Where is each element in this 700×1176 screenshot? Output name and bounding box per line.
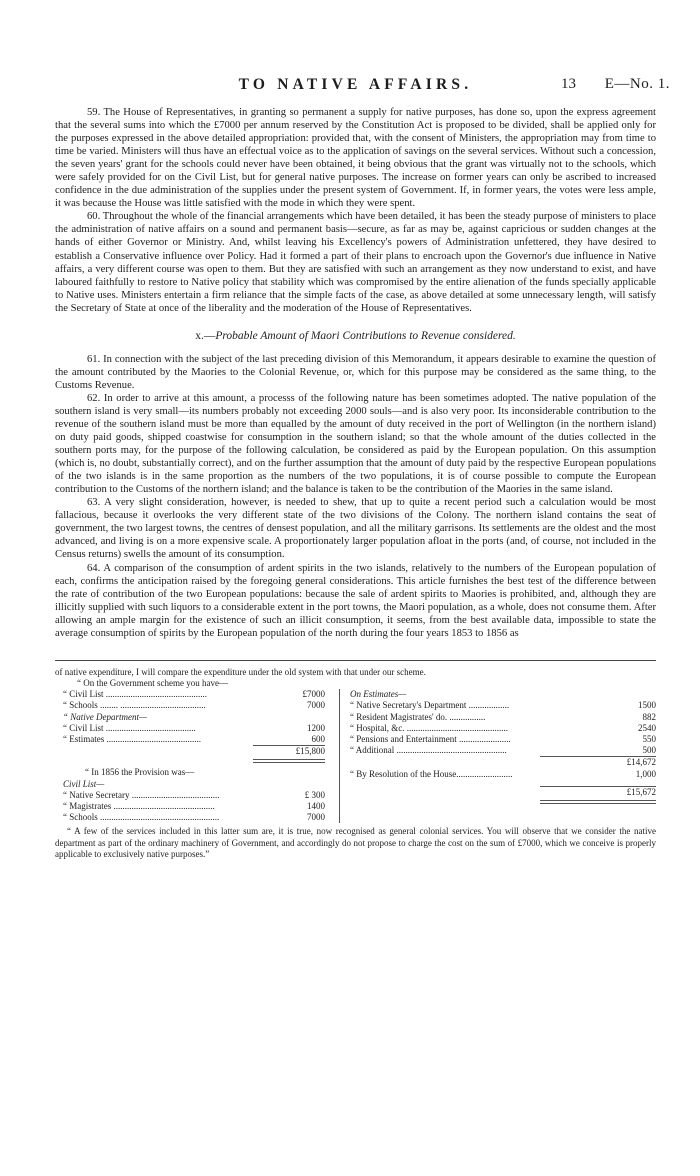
section-title: Probable Amount of Maori Contributions to Revenue considered.	[215, 329, 516, 342]
ledger-label: “ Schools .....................................................	[63, 812, 220, 823]
section-heading	[55, 329, 656, 343]
ledger-row	[63, 734, 325, 745]
ledger-amount: 882	[642, 711, 656, 722]
ledger-amount: 2540	[638, 722, 656, 733]
ledger-row	[350, 769, 656, 780]
ledger-label: “ Magistrates .............................................	[63, 801, 215, 812]
estimates-heading: On Estimates—	[350, 689, 407, 700]
ledger-row	[350, 700, 656, 711]
footnote-intro: of native expenditure, I will compare the expenditure under the old system with that under our scheme.	[55, 666, 426, 677]
ledger-label: “ Schools ........ ......................................	[63, 700, 206, 711]
left-total: £15,800	[253, 745, 325, 757]
ledger-label: “ Estimates ..........................................	[63, 734, 201, 744]
body-text-bottom	[55, 353, 656, 640]
ledger-label: “ Civil List .............................................	[63, 689, 207, 700]
ledger-row	[63, 689, 325, 700]
footnote	[55, 667, 656, 860]
ledger-right-column	[340, 689, 656, 823]
ledger-label: “ Pensions and Entertainment .......................	[350, 734, 511, 744]
ledger-label: “ Native Secretary .......................................	[63, 789, 220, 800]
page-number: 13	[561, 76, 576, 92]
paragraph-64: 64. A comparison of the consumption of ardent spirits in the two islands, relatively to the numbers of the European population of each, confirms the anticipation raised by the foregoing general considerations. This article furnishes the best test of the difference between the rate of contribution of the two European populations: because the sale of ardent spirits to Maories is prohibited, and, although they are illicitly supplied with such liquors to a considerable extent in the port towns, the Maori population, as a whole, does not consume them. After allowing an ample margin for the existence of such an illicit consumption, it seems, from the best available data, impossible to state the average consumption of spirits by the European population of the north during the four years 1853 to 1856 as	[55, 562, 656, 639]
ledger-label: “ Additional .................................................	[350, 745, 507, 756]
paragraph-60: 60. Throughout the whole of the financial arrangements which have been detailed, it has been the steady purpose of ministers to place the administration of native affairs on a sound and permanent basis—secure, as far as may be, against capricious or sudden changes at the hands of either Governor or Ministry. And, whilst leaving his Excellency's powers of Administration unfettered, they have desired to establish a Conservative influence over Policy. Had it formed a part of their plans to encroach upon the Governor's due influence in Native affairs, a very different course was open to them. But they are satisfied with such an arrangement as they now understand to exist, and have laboured faithfully to restore to Native policy that stability which was compromised by the entire alienation of the funds specially applicable to Native uses. Ministers entertain a firm reliance that the simple facts of the case, as above detailed at some unnecessary length, will satisfy the Secretary of State at once of the liberality and the moderation of the House of Representatives.	[55, 211, 656, 314]
ledger-amount: 1500	[638, 700, 656, 711]
ledger-amount: £ 300	[304, 789, 325, 800]
ledger-amount: £7000	[302, 689, 325, 700]
ledger-amount: 7000	[307, 812, 325, 823]
footnote-closing: “ A few of the services included in this latter sum are, it is true, now recognised as general colonial services. You will observe that we consider the native department as part of the ordinary machinery of Government, and accordingly do not propose to charge the cost on the sum of £7000, which we conceive is properly applicable to exclusively native purposes.”	[55, 826, 656, 859]
page-header	[55, 76, 670, 106]
section-number: x.—	[195, 329, 216, 342]
footnote-quote-open: “ On the Government scheme you have—	[77, 677, 228, 688]
paragraph-62: 62. In order to arrive at this amount, a processs of the following nature has been sometimes adopted. The native population of the southern island is very small—its numbers probably not exceeding 2000 souls—and is also very poor. Its inconsiderable contribution to the revenue of the southern island must be more than equalled by the amount of duty received in the port of Wellington (in the northern island) on duty paid goods, shipped coastwise for consumption in the southern island; so that the whole amount of the duties collected in the southern ports may, for the purpose of the following calculation, be considered as paid by the European population. On this assumption (which is, no doubt, substantially correct), and on the further assumption that the amount of duty paid by the respective European populations of the two islands is in the same proportion as the numbers of the two populations, it is of course possible to compute the European contribution to the Customs of the northern island; and the balance is taken to be the contribution of the Maories in the same island.	[55, 392, 656, 496]
ledger-row	[350, 734, 656, 745]
right-total: £15,672	[540, 786, 656, 798]
expenditure-comparison	[55, 689, 656, 823]
ledger-row	[350, 712, 656, 723]
ledger-row	[350, 723, 656, 734]
paper-reference: E—No. 1.	[604, 76, 670, 92]
ledger-row	[63, 790, 325, 801]
ledger-amount: 550	[642, 734, 656, 744]
ledger-row	[350, 745, 656, 756]
ledger-row	[63, 801, 325, 812]
body-text-top	[55, 106, 656, 315]
ledger-amount: 7000	[307, 700, 325, 711]
right-total-rule	[540, 800, 656, 804]
provision-intro: “ In 1856 the Provision was—	[85, 767, 195, 778]
ledger-label: “ By Resolution of the House.........................	[350, 768, 513, 779]
ledger-row	[63, 723, 325, 734]
left-total-rule	[253, 759, 325, 763]
ledger-label: “ Hospital, &c. .............................................	[350, 722, 508, 733]
ledger-amount: 1400	[307, 801, 325, 812]
running-title: TO NATIVE AFFAIRS.	[238, 76, 473, 93]
paragraph-61: 61. In connection with the subject of the last preceding division of this Memorandum, it appears desirable to examine the question of the amount contributed by the Maories to the Colonial Revenue, or, which for this purpose may be considered as the same thing, to the Customs Revenue.	[55, 353, 656, 391]
ledger-amount: 1,000	[635, 768, 656, 779]
footnote-divider	[55, 660, 656, 661]
ledger-amount: 600	[311, 734, 325, 744]
ledger-amount: 500	[642, 745, 656, 756]
ledger-left-column	[63, 689, 340, 823]
civil-list-label: Civil List—	[63, 778, 105, 789]
ledger-amount: 1200	[307, 722, 325, 733]
right-subtotal: £14,672	[540, 756, 656, 768]
ledger-row	[63, 700, 325, 711]
ledger-label: “ Native Department—	[63, 711, 147, 722]
paragraph-63: 63. A very slight consideration, however, is needed to shew, that up to quite a recent period such a calculation would be most fallacious, because it overlooks the very different state of the two divisions of the Colony. The northern island contains the seat of government, the two largest towns, the centres of densest population, and all the military garrisons. Its settlements are the oldest and the most advanced, and living is on a more expensive scale. A proportionately larger population afloat in the ports (and, of course, not included in the Census returns) swells the amount of its consumption.	[55, 497, 656, 561]
ledger-label: “ Resident Magistrates' do. ................	[350, 711, 486, 722]
ledger-row	[63, 712, 325, 723]
ledger-label: “ Civil List ........................................	[63, 722, 196, 733]
ledger-row	[63, 812, 325, 823]
paragraph-59: 59. The House of Representatives, in granting so permanent a supply for native purposes, has done so, upon the express agreement that the several sums into which the £7000 per annum reserved by the Constitution Act is proposed to be divided, shall be applied only for the purposes expressed in the above detailed appropriation: provided that, with the consent of Ministers, the appropriation may from time to time be varied. Ministers will thus have an effectual voice as to the application of savings on the several services. Without such a concession, the seven years' grant for the schools could never have been obtained, it being obvious that the grant was virtually not to the schools, which were safely provided for on the Civil List, but for general native purposes. The increase on former years can only be ascribed to increased confidence in the due administration of the supplies under the present system of Government. If, in former years, the votes were less ample, it was because the House was little satisfied with the mode in which they were spent.	[55, 107, 656, 210]
ledger-label: “ Native Secretary's Department ..................	[350, 700, 510, 711]
